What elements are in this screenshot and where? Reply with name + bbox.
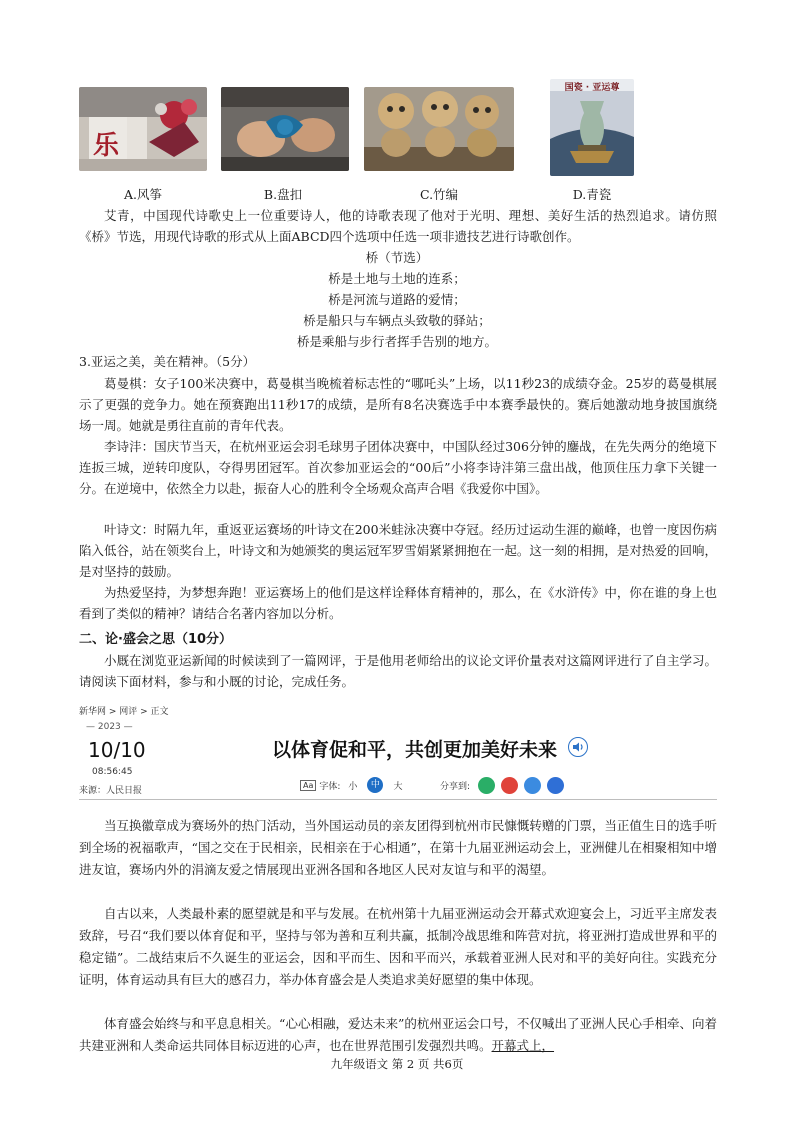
breadcrumb[interactable]: 新华网 > 网评 > 正文 (79, 707, 169, 717)
poem (0, 247, 794, 352)
poem-line: 桥是乘船与步行者挥手告别的地方。 (296, 334, 497, 349)
athlete-ge-paragraph: 葛曼棋：女子100米决赛中，葛曼棋当晚梳着标志性的“哪吒头”上场，以11秒23的成绩夺金。25岁的葛曼棋展示了更强的竞争力。她在预赛跑出11秒17的成绩，是所有8名决赛选手中本赛季最快的。赛后她激动地身披国旗绕场一周。她就是勇往直前的青年代表。 (79, 376, 717, 433)
news-year: — 2023 — (86, 722, 133, 732)
poem-line: 桥是河流与道路的爱情； (328, 292, 466, 307)
knot-button-image (221, 87, 349, 171)
news-source: 来源：人民日报 (79, 786, 143, 796)
question-3-title: 3.亚运之美，美在精神。（5分） (79, 354, 256, 369)
celadon-banner-text: 国瓷 · 亚运尊 (564, 83, 620, 93)
article-paragraph-3-text: 体育盛会始终与和平息息相关。“心心相融，爱达未来”的杭州亚运会口号，不仅喊出了亚洲人民心手相牵、向着共建亚洲和人类命运共同体目标迈进的心声，也在世界范围引发强烈共鸣。 (79, 1016, 717, 1053)
news-title: 以体育促和平，共创更加美好未来 (272, 739, 558, 761)
font-large-button[interactable]: 大 (393, 781, 403, 792)
page-footer: 九年级语文 第 2 页 共6页 (330, 1057, 464, 1071)
font-medium-button[interactable]: 中 (367, 777, 383, 793)
caption-a: A.风筝 (123, 187, 162, 202)
section-2-title: 二、论·盛会之思（10分） (79, 632, 233, 647)
poem-line: 桥是船只与车辆点头致敬的驿站； (303, 313, 491, 328)
wechat-share-icon[interactable] (478, 777, 495, 794)
bamboo-weaving-image (364, 87, 514, 171)
speaker-icon (569, 738, 587, 756)
poem-title: 桥（节选） (365, 250, 429, 265)
question-paragraph: 为热爱坚持，为梦想奔跑！亚运赛场上的他们是这样诠释体育精神的，那么，在《水浒传》中，你在谁的身上也看到了类似的精神？请结合名著内容加以分析。 (79, 585, 717, 621)
article-underlined-text: 开幕式上， (491, 1038, 555, 1053)
font-size-controls (300, 777, 402, 793)
kite-image (79, 87, 207, 171)
kite-banner-text: 乐 (93, 131, 120, 161)
athlete-li-paragraph: 李诗沣：国庆节当天，在杭州亚运会羽毛球男子团体决赛中，中国队经过306分钟的鏖战，在先失两分的绝境下连扳三城，逆转印度队，夺得男团冠军。首次参加亚运会的“00后”小将李诗沣第三盘出战，他顶住压力拿下关键一分。在逆境中，依然全力以赴，振奋人心的胜利令全场观众高声合唱《我爱你中国》。 (79, 439, 717, 496)
article-paragraph-1: 当互换徽章成为赛场外的热门活动，当外国运动员的亲友团得到杭州市民慷慨转赠的门票，当正值生日的选手听到全场的祝福歌声，“国之交在于民相亲，民相亲在于心相通”，在第十九届亚洲运动会上，亚洲健儿在相聚相知中增进友谊，赛场内外的涓滴友爱之情展现出亚洲各国和各地区人民对友谊与和平的渴望。 (79, 818, 717, 877)
share-bar (440, 777, 570, 794)
section-2-intro: 小厩在浏览亚运新闻的时候读到了一篇网评，于是他用老师给出的议论文评价量表对这篇网评进行了自主学习。请阅读下面材料，参与和小厩的讨论，完成任务。 (79, 653, 717, 689)
caption-c: C.竹编 (419, 187, 459, 202)
link-share-icon[interactable] (524, 777, 541, 794)
celadon-picture (550, 79, 634, 176)
news-divider (79, 799, 717, 800)
knot-button-picture (221, 87, 349, 171)
intro-paragraph: 艾青，中国现代诗歌史上一位重要诗人，他的诗歌表现了他对于光明、理想、美好生活的热烈追求。请仿照《桥》节选，用现代诗歌的形式从上面ABCD四个选项中任选一项非遗技艺进行诗歌创作。 (79, 208, 717, 244)
mobile-share-icon[interactable] (547, 777, 564, 794)
audio-button[interactable] (568, 737, 588, 757)
share-label: 分享到: (440, 782, 471, 792)
caption-b: B.盘扣 (263, 187, 303, 202)
poem-line: 桥是土地与土地的连系； (328, 271, 466, 286)
font-label: 字体: (319, 781, 341, 792)
weibo-share-icon[interactable] (501, 777, 518, 794)
news-time: 08:56:45 (92, 767, 133, 777)
athlete-ye-paragraph: 叶诗文：时隔九年，重返亚运赛场的叶诗文在200米蛙泳决赛中夺冠。经历过运动生涯的巅峰，也曾一度因伤病陷入低谷，站在领奖台上，叶诗文和为她颁奖的奥运冠军罗雪娟紧紧拥抱在一起。这一刻的相拥，是对热爱的回响，是对坚持的鼓励。 (79, 522, 717, 579)
article-paragraph-3 (79, 1013, 717, 1057)
bamboo-weaving-picture (364, 87, 514, 171)
celadon-image (550, 79, 634, 176)
news-date: 10/10 (88, 738, 146, 762)
news-year-value: 2023 (97, 722, 121, 732)
caption-d: D.青瓷 (572, 187, 612, 202)
font-icon: Aa (300, 780, 316, 791)
article-paragraph-2: 自古以来，人类最朴素的愿望就是和平与发展。在杭州第十九届亚洲运动会开幕式欢迎宴会上，习近平主席发表致辞，号召“我们要以体育促和平，坚持与邻为善和互利共赢，抵制冷战思维和阵营对抗，将亚洲打造成世界和平的稳定锚”。二战结束后不久诞生的亚运会，因和平而生、因和平而兴，承载着亚洲人民对和平的美好向往。实践充分证明，体育运动具有巨大的感召力，举办体育盛会是人类追求美好愿望的集中体现。 (79, 906, 717, 987)
font-small-button[interactable]: 小 (348, 781, 358, 792)
